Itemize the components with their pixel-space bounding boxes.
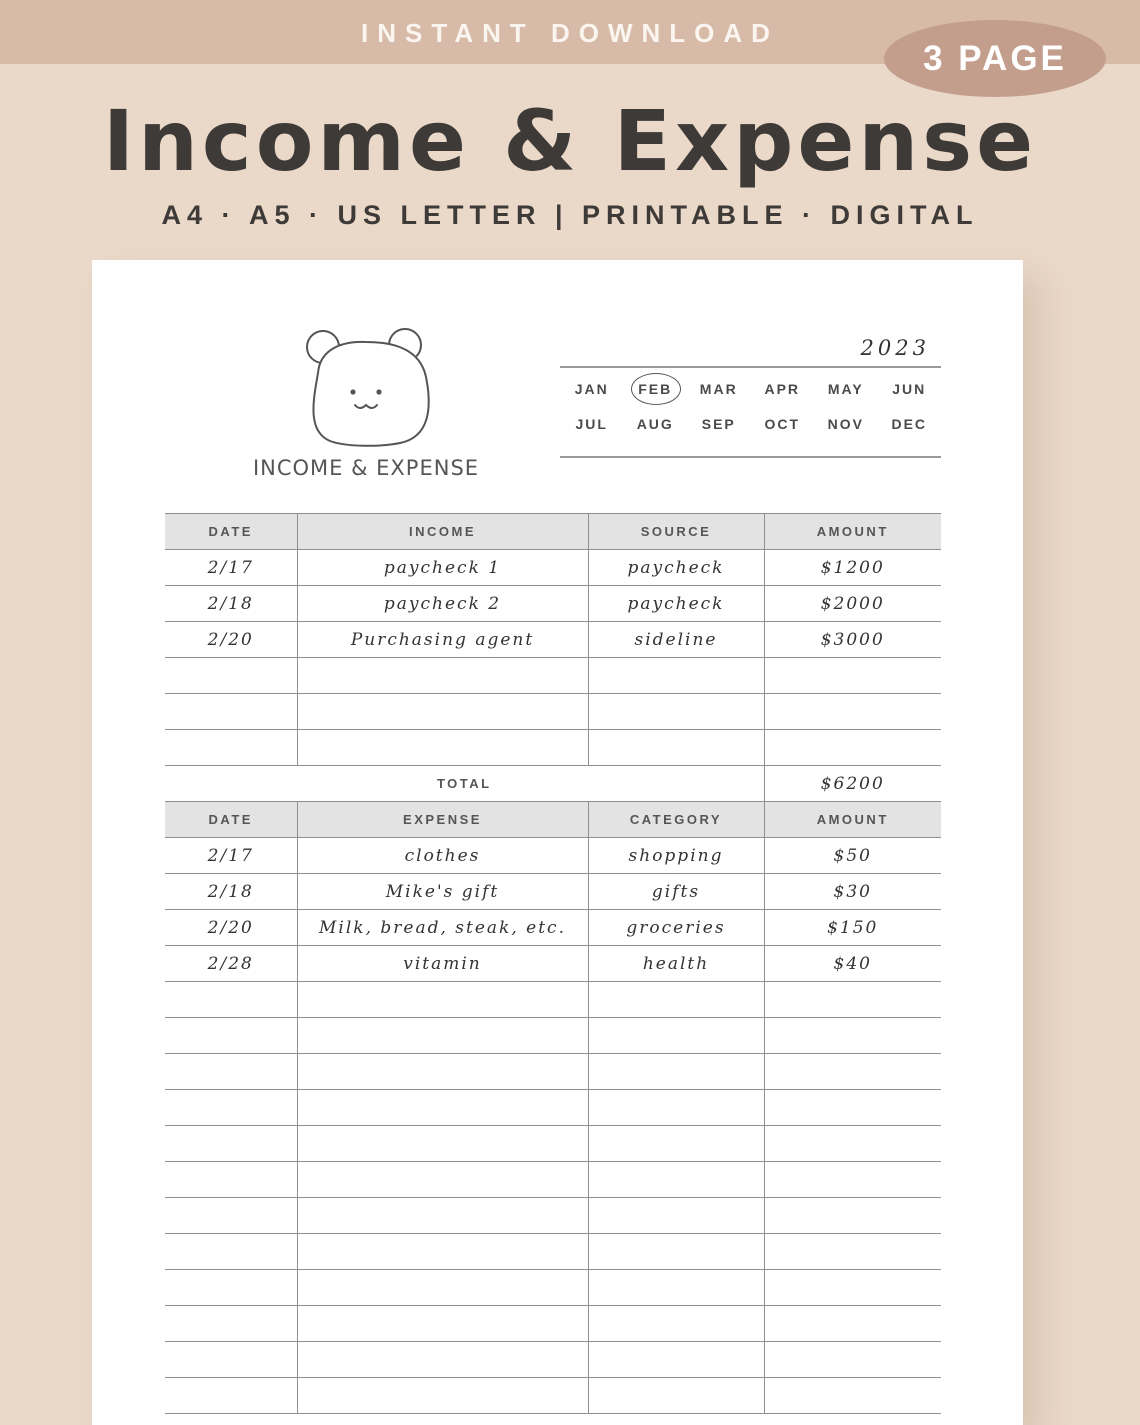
income-header-date: DATE: [165, 514, 297, 550]
expense-cell[interactable]: [588, 1234, 764, 1270]
month-nov[interactable]: NOV: [827, 416, 864, 432]
expense-cell[interactable]: [165, 1270, 297, 1306]
expense-row: [165, 874, 941, 910]
expense-cell[interactable]: [297, 1162, 588, 1198]
expense-row: [165, 1126, 941, 1162]
expense-cell[interactable]: [297, 1342, 588, 1378]
income-cell[interactable]: $3000: [764, 622, 941, 658]
expense-cell[interactable]: [297, 1270, 588, 1306]
month-dec[interactable]: DEC: [891, 416, 928, 432]
income-header-income: INCOME: [297, 514, 588, 550]
ledger-table: [165, 513, 941, 1414]
expense-cell[interactable]: [588, 1342, 764, 1378]
expense-cell[interactable]: [588, 1090, 764, 1126]
expense-cell[interactable]: 2/28: [165, 946, 297, 982]
month-apr[interactable]: APR: [764, 381, 801, 397]
income-cell[interactable]: [764, 730, 941, 766]
expense-row: [165, 1054, 941, 1090]
expense-cell[interactable]: [764, 1162, 941, 1198]
income-cell[interactable]: 2/20: [165, 622, 297, 658]
income-cell[interactable]: 2/17: [165, 550, 297, 586]
expense-cell[interactable]: [764, 1054, 941, 1090]
expense-cell[interactable]: [165, 982, 297, 1018]
month-aug[interactable]: AUG: [636, 416, 674, 432]
expense-cell[interactable]: clothes: [297, 838, 588, 874]
expense-row: [165, 1270, 941, 1306]
income-cell[interactable]: paycheck: [588, 550, 764, 586]
expense-rows: [165, 838, 941, 1414]
income-header-source: SOURCE: [588, 514, 764, 550]
expense-cell[interactable]: [764, 1378, 941, 1414]
expense-row: [165, 1198, 941, 1234]
expense-cell[interactable]: [588, 1270, 764, 1306]
expense-cell[interactable]: [764, 1270, 941, 1306]
expense-cell[interactable]: vitamin: [297, 946, 588, 982]
expense-row: [165, 1018, 941, 1054]
expense-cell[interactable]: [588, 1162, 764, 1198]
income-cell[interactable]: [165, 730, 297, 766]
income-cell[interactable]: paycheck 2: [297, 586, 588, 622]
logo-label: INCOME & EXPENSE: [252, 456, 480, 480]
income-row: [165, 550, 941, 586]
income-row: [165, 658, 941, 694]
income-rows: [165, 550, 941, 766]
income-cell[interactable]: [764, 658, 941, 694]
income-cell[interactable]: [297, 694, 588, 730]
expense-cell[interactable]: $150: [764, 910, 941, 946]
expense-cell[interactable]: [764, 1018, 941, 1054]
expense-cell[interactable]: [297, 1234, 588, 1270]
expense-cell[interactable]: $50: [764, 838, 941, 874]
expense-cell[interactable]: [588, 982, 764, 1018]
income-cell[interactable]: Purchasing agent: [297, 622, 588, 658]
income-header-row: [165, 514, 941, 550]
expense-row: [165, 910, 941, 946]
expense-cell[interactable]: [165, 1234, 297, 1270]
expense-cell[interactable]: [297, 982, 588, 1018]
month-jul[interactable]: JUL: [575, 416, 608, 432]
expense-cell[interactable]: [165, 1162, 297, 1198]
income-cell[interactable]: [297, 730, 588, 766]
total-label: TOTAL: [165, 766, 764, 802]
income-cell[interactable]: paycheck 1: [297, 550, 588, 586]
expense-row: [165, 838, 941, 874]
expense-cell[interactable]: [165, 1306, 297, 1342]
expense-cell[interactable]: [297, 1126, 588, 1162]
expense-cell[interactable]: Mike's gift: [297, 874, 588, 910]
expense-cell[interactable]: [764, 982, 941, 1018]
month-jun[interactable]: JUN: [892, 381, 927, 397]
income-cell[interactable]: [588, 730, 764, 766]
expense-row: [165, 1090, 941, 1126]
expense-row: [165, 1306, 941, 1342]
income-row: [165, 694, 941, 730]
expense-cell[interactable]: [297, 1090, 588, 1126]
expense-cell[interactable]: [297, 1018, 588, 1054]
income-cell[interactable]: $2000: [764, 586, 941, 622]
expense-cell[interactable]: [165, 1018, 297, 1054]
expense-cell[interactable]: [297, 1306, 588, 1342]
expense-cell[interactable]: [588, 1018, 764, 1054]
income-cell[interactable]: paycheck: [588, 586, 764, 622]
year-label: 2023: [860, 336, 930, 360]
expense-cell[interactable]: 2/20: [165, 910, 297, 946]
expense-row: [165, 1378, 941, 1414]
month-grid: [560, 380, 941, 433]
income-header-amount: AMOUNT: [764, 514, 941, 550]
income-total-row: [165, 766, 941, 802]
expense-cell[interactable]: [588, 1198, 764, 1234]
expense-cell[interactable]: [165, 1090, 297, 1126]
expense-cell[interactable]: Milk, bread, steak, etc.: [297, 910, 588, 946]
total-value: $6200: [764, 766, 941, 802]
format-subtitle: A4 · A5 · US LETTER | PRINTABLE · DIGITAL: [161, 200, 979, 230]
expense-cell[interactable]: groceries: [588, 910, 764, 946]
expense-header-category: CATEGORY: [588, 802, 764, 838]
expense-cell[interactable]: [297, 1378, 588, 1414]
expense-header-date: DATE: [165, 802, 297, 838]
expense-row: [165, 1342, 941, 1378]
expense-cell[interactable]: [297, 1054, 588, 1090]
expense-cell[interactable]: [165, 1054, 297, 1090]
expense-cell[interactable]: [764, 1090, 941, 1126]
income-row: [165, 730, 941, 766]
month-sep[interactable]: SEP: [701, 416, 736, 432]
income-cell[interactable]: $1200: [764, 550, 941, 586]
income-cell[interactable]: 2/18: [165, 586, 297, 622]
expense-cell[interactable]: [588, 1126, 764, 1162]
income-cell[interactable]: [588, 694, 764, 730]
month-feb[interactable]: FEB: [624, 380, 688, 398]
expense-cell[interactable]: 2/18: [165, 874, 297, 910]
expense-cell[interactable]: [588, 1306, 764, 1342]
expense-cell[interactable]: $30: [764, 874, 941, 910]
expense-cell[interactable]: [764, 1198, 941, 1234]
expense-cell[interactable]: [764, 1342, 941, 1378]
instant-download-text: INSTANT DOWNLOAD: [361, 18, 779, 48]
expense-cell[interactable]: [764, 1306, 941, 1342]
income-cell[interactable]: [297, 658, 588, 694]
expense-row: [165, 946, 941, 982]
expense-header-expense: EXPENSE: [297, 802, 588, 838]
expense-cell[interactable]: 2/17: [165, 838, 297, 874]
month-may[interactable]: MAY: [827, 381, 864, 397]
expense-cell[interactable]: $40: [764, 946, 941, 982]
expense-cell[interactable]: [165, 1126, 297, 1162]
expense-cell[interactable]: health: [588, 946, 764, 982]
month-oct[interactable]: OCT: [764, 416, 801, 432]
expense-cell[interactable]: [165, 1198, 297, 1234]
expense-cell[interactable]: [764, 1126, 941, 1162]
expense-cell[interactable]: [588, 1378, 764, 1414]
income-cell[interactable]: [764, 694, 941, 730]
income-row: [165, 622, 941, 658]
expense-header-row: [165, 802, 941, 838]
expense-row: [165, 1162, 941, 1198]
expense-cell[interactable]: shopping: [588, 838, 764, 874]
page-title: Income & Expense: [102, 92, 1038, 190]
month-jan[interactable]: JAN: [574, 381, 609, 397]
expense-row: [165, 1234, 941, 1270]
income-cell[interactable]: [165, 694, 297, 730]
month-top-rule: [560, 366, 941, 368]
month-mar[interactable]: MAR: [699, 381, 738, 397]
expense-cell[interactable]: [297, 1198, 588, 1234]
expense-cell[interactable]: [764, 1234, 941, 1270]
expense-row: [165, 982, 941, 1018]
expense-cell[interactable]: [165, 1378, 297, 1414]
income-cell[interactable]: [588, 658, 764, 694]
income-cell[interactable]: sideline: [588, 622, 764, 658]
page-count-badge: 3 PAGE: [884, 20, 1106, 97]
month-bottom-rule: [560, 456, 941, 458]
expense-cell[interactable]: [165, 1342, 297, 1378]
income-row: [165, 586, 941, 622]
expense-cell[interactable]: gifts: [588, 874, 764, 910]
income-cell[interactable]: [165, 658, 297, 694]
bear-icon: [302, 325, 432, 450]
expense-cell[interactable]: [588, 1054, 764, 1090]
expense-header-amount: AMOUNT: [764, 802, 941, 838]
